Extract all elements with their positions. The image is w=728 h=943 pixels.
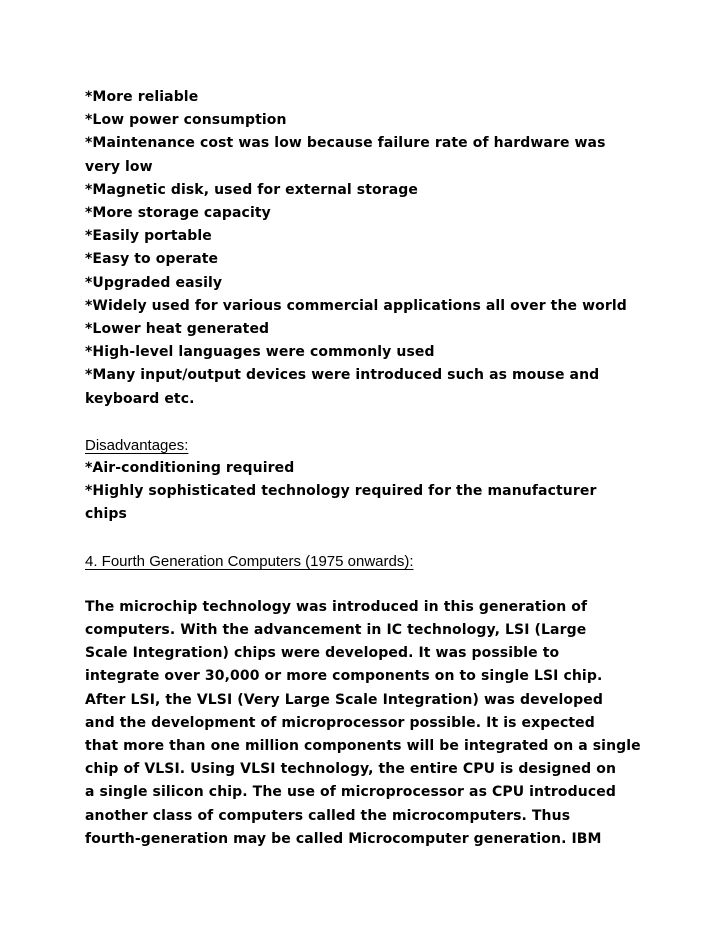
list-item: *More storage capacity: [85, 205, 271, 222]
paragraph-line: After LSI, the VLSI (Very Large Scale Integration) was developed: [85, 691, 603, 708]
paragraph-line: another class of computers called the microcomputers. Thus: [85, 807, 571, 824]
list-item: *Highly sophisticated technology required for the manufacturer: [85, 483, 597, 500]
disadvantages-heading: Disadvantages:: [85, 436, 189, 454]
fourth-generation-section: [85, 550, 685, 851]
list-item: *Upgraded easily: [85, 274, 223, 291]
list-item: chips: [85, 506, 127, 523]
list-item: *More reliable: [85, 89, 199, 105]
spacer: [85, 527, 685, 550]
list-item: *Lower heat generated: [85, 321, 270, 338]
list-item: *Widely used for various commercial applications all over the world: [85, 297, 627, 314]
paragraph-line: that more than one million components will be integrated on a single: [85, 738, 641, 755]
list-item: keyboard etc.: [85, 390, 195, 407]
spacer: [85, 411, 685, 434]
spacer: [85, 573, 685, 596]
paragraph-line: Scale Integration) chips were developed. It was possible to: [85, 645, 560, 662]
list-item: *High-level languages were commonly used: [85, 344, 435, 361]
fourth-generation-paragraph: [85, 596, 685, 851]
paragraph-line: fourth-generation may be called Microcomputer generation. IBM: [85, 830, 602, 847]
advantages-list: [85, 86, 685, 411]
paragraph-line: computers. With the advancement in IC technology, LSI (Large: [85, 622, 587, 639]
list-item: *Many input/output devices were introduced such as mouse and: [85, 367, 600, 384]
paragraph-line: integrate over 30,000 or more components on to single LSI chip.: [85, 668, 603, 685]
paragraph-line: a single silicon chip. The use of microprocessor as CPU introduced: [85, 784, 616, 801]
list-item: *Easy to operate: [85, 251, 219, 268]
list-item: very low: [85, 158, 153, 175]
list-item: *Low power consumption: [85, 112, 287, 129]
fourth-generation-heading: 4. Fourth Generation Computers (1975 onwards):: [85, 552, 414, 570]
paragraph-line: The microchip technology was introduced in this generation of: [85, 598, 588, 615]
paragraph-line: and the development of microprocessor possible. It is expected: [85, 714, 595, 731]
disadvantages-section: [85, 434, 685, 527]
list-item: *Air-conditioning required: [85, 460, 295, 477]
paragraph-line: chip of VLSI. Using VLSI technology, the entire CPU is designed on: [85, 761, 617, 778]
list-item: *Easily portable: [85, 228, 212, 245]
document-page: [85, 86, 685, 851]
list-item: *Magnetic disk, used for external storage: [85, 181, 418, 198]
list-item: *Maintenance cost was low because failure rate of hardware was: [85, 135, 606, 152]
